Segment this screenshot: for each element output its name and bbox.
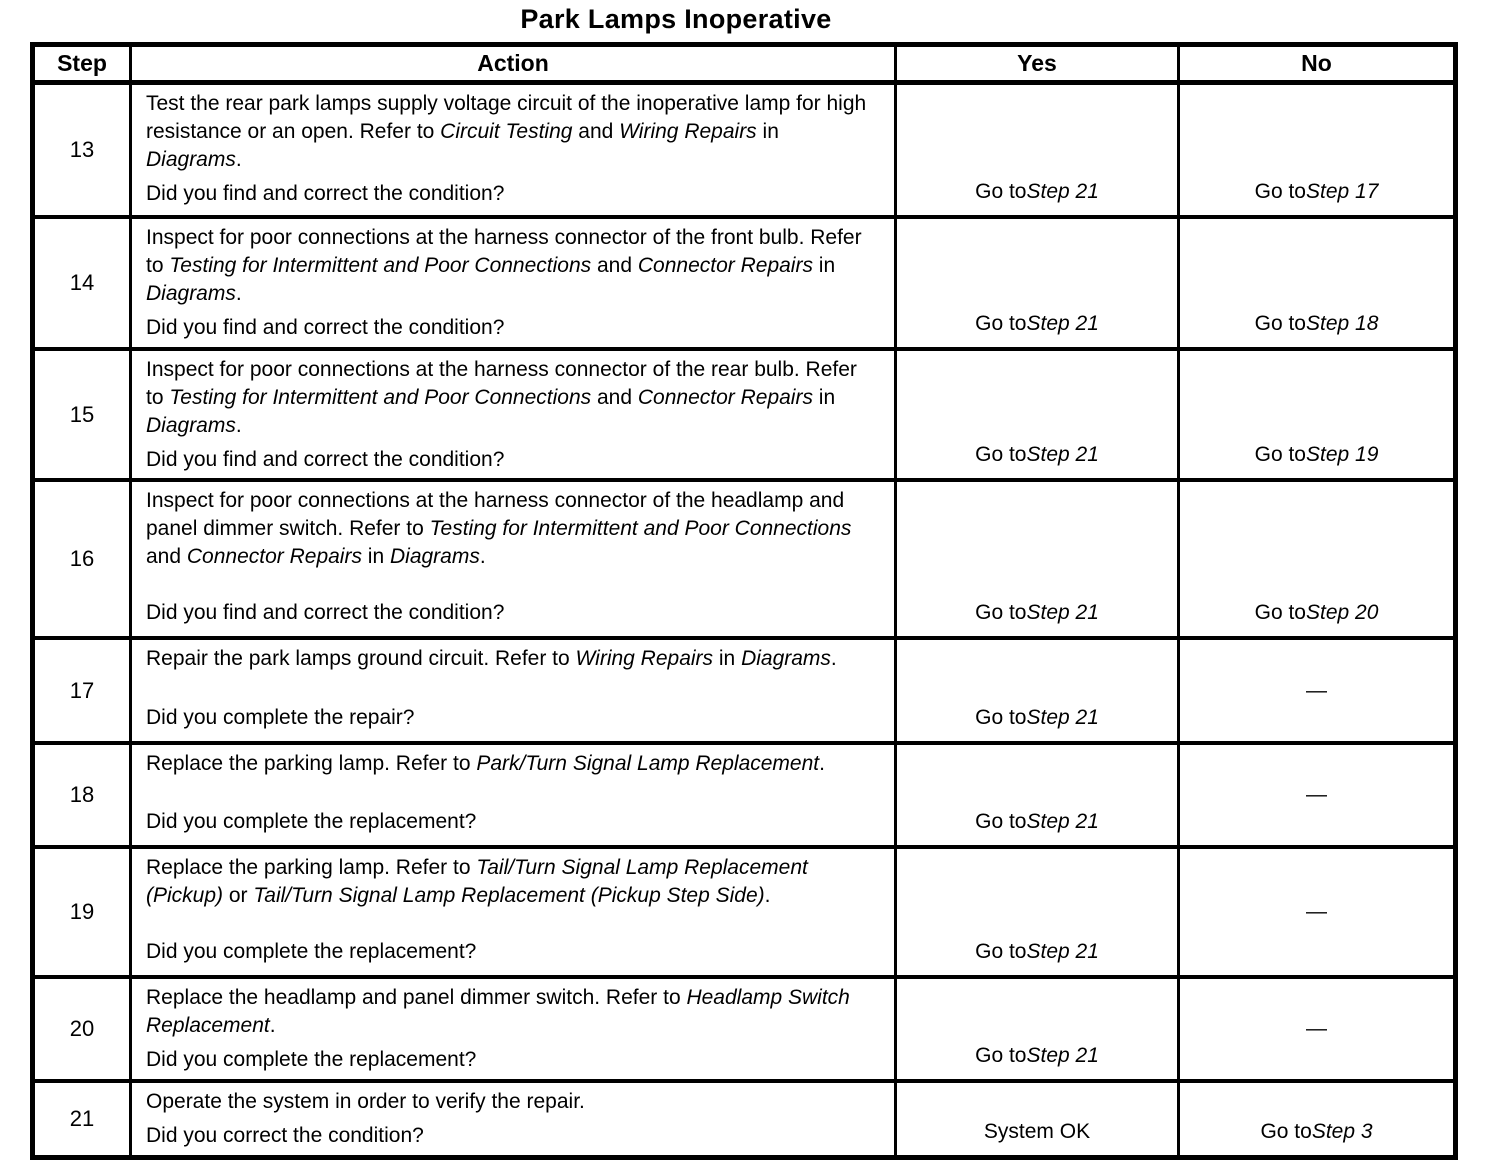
yes-cell: Go to Step 21 xyxy=(897,979,1180,1083)
action-cell xyxy=(132,745,897,849)
no-cell: — xyxy=(1180,979,1453,1083)
action-text: Operate the system in order to verify the repair. xyxy=(146,1090,585,1113)
no-cell: Go to Step 17 xyxy=(1180,85,1453,219)
step-number: 17 xyxy=(35,640,132,745)
action-cell xyxy=(132,979,897,1083)
step-number: 18 xyxy=(35,745,132,849)
action-question: Did you find and correct the condition? xyxy=(146,182,505,205)
yes-cell: Go to Step 21 xyxy=(897,85,1180,219)
action-cell xyxy=(132,219,897,351)
column-header-step: Step xyxy=(35,47,132,85)
action-cell xyxy=(132,849,897,979)
action-question: Did you correct the condition? xyxy=(146,1124,424,1147)
step-number: 15 xyxy=(35,351,132,482)
action-cell xyxy=(132,351,897,482)
page-title: Park Lamps Inoperative xyxy=(520,4,832,34)
yes-cell: Go to Step 21 xyxy=(897,351,1180,482)
diagnostic-table xyxy=(30,42,1458,1160)
step-number: 13 xyxy=(35,85,132,219)
yes-cell: Go to Step 21 xyxy=(897,219,1180,351)
yes-cell: Go to Step 21 xyxy=(897,745,1180,849)
action-question: Did you complete the replacement? xyxy=(146,810,477,833)
action-text: Inspect for poor connections at the harness connector of the headlamp and panel dimmer switch. Refer to Testing for Intermittent and Poor Connections and Connector Repairs in Diagrams. xyxy=(146,489,852,568)
action-text: Replace the parking lamp. Refer to Tail/Turn Signal Lamp Replacement (Pickup) or Tail/Turn Signal Lamp Replacement (Pickup Step Side). xyxy=(146,856,808,907)
action-question: Did you complete the replacement? xyxy=(146,1048,477,1071)
no-cell: — xyxy=(1180,745,1453,849)
column-header-action: Action xyxy=(132,47,897,85)
action-question: Did you find and correct the condition? xyxy=(146,601,505,624)
action-cell xyxy=(132,1083,897,1155)
column-header-no: No xyxy=(1180,47,1453,85)
action-question: Did you complete the replacement? xyxy=(146,940,477,963)
action-cell xyxy=(132,482,897,640)
action-question: Did you find and correct the condition? xyxy=(146,448,505,471)
yes-cell: Go to Step 21 xyxy=(897,640,1180,745)
step-number: 21 xyxy=(35,1083,132,1155)
column-header-yes: Yes xyxy=(897,47,1180,85)
no-cell: Go to Step 18 xyxy=(1180,219,1453,351)
yes-cell: Go to Step 21 xyxy=(897,482,1180,640)
no-cell: Go to Step 19 xyxy=(1180,351,1453,482)
step-number: 14 xyxy=(35,219,132,351)
yes-cell: System OK xyxy=(897,1083,1180,1155)
action-question: Did you find and correct the condition? xyxy=(146,316,505,339)
no-cell: — xyxy=(1180,849,1453,979)
action-text: Inspect for poor connections at the harness connector of the rear bulb. Refer to Testing for Intermittent and Poor Connections and Connector Repairs in Diagrams. xyxy=(146,358,857,437)
step-number: 19 xyxy=(35,849,132,979)
action-text: Test the rear park lamps supply voltage circuit of the inoperative lamp for high resistance or an open. Refer to Circuit Testing and Wiring Repairs in Diagrams. xyxy=(146,92,867,171)
action-cell xyxy=(132,640,897,745)
action-cell xyxy=(132,85,897,219)
step-number: 16 xyxy=(35,482,132,640)
no-cell: Go to Step 3 xyxy=(1260,1120,1373,1143)
no-cell: — xyxy=(1180,640,1453,745)
yes-cell: Go to Step 21 xyxy=(897,849,1180,979)
action-text: Replace the parking lamp. Refer to Park/Turn Signal Lamp Replacement. xyxy=(146,752,825,775)
step-number: 20 xyxy=(35,979,132,1083)
action-text: Repair the park lamps ground circuit. Refer to Wiring Repairs in Diagrams. xyxy=(146,647,837,670)
action-text: Replace the headlamp and panel dimmer switch. Refer to Headlamp Switch Replacement. xyxy=(146,986,850,1037)
action-question: Did you complete the repair? xyxy=(146,706,415,729)
no-cell: Go to Step 20 xyxy=(1180,482,1453,640)
action-text: Inspect for poor connections at the harness connector of the front bulb. Refer to Testing for Intermittent and Poor Connections and Connector Repairs in Diagrams. xyxy=(146,226,862,305)
